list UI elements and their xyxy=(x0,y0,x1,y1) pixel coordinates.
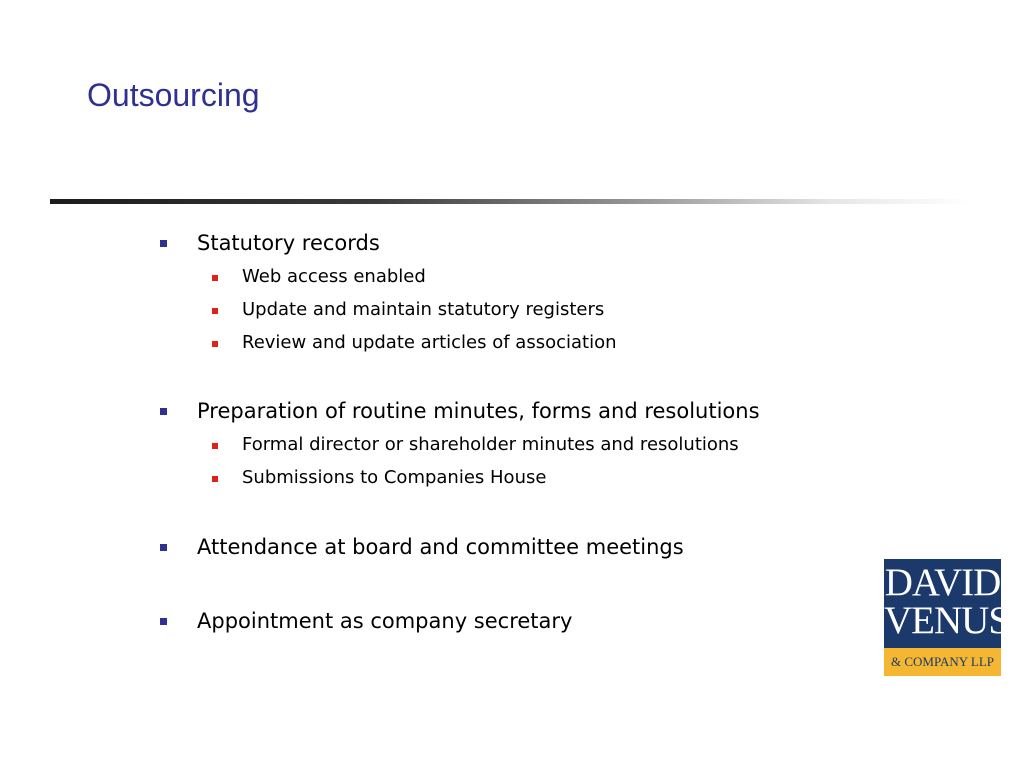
square-bullet-icon xyxy=(160,240,167,247)
logo-company-llp: & COMPANY LLP xyxy=(884,648,1001,676)
sub-bullet-item xyxy=(242,434,739,456)
square-bullet-icon xyxy=(160,408,167,415)
sub-bullet-text: Review and update articles of association xyxy=(242,332,617,353)
sub-bullet-text: Web access enabled xyxy=(242,266,426,287)
bullet-item xyxy=(197,534,684,560)
sub-bullet-item xyxy=(242,467,546,489)
bullet-text: Statutory records xyxy=(197,231,380,255)
logo-line-david: DAVID xyxy=(884,561,1001,604)
bullet-item xyxy=(197,230,380,256)
square-bullet-icon xyxy=(160,544,167,551)
sub-bullet-item xyxy=(242,332,617,354)
bullet-text: Attendance at board and committee meetings xyxy=(197,535,684,559)
bullet-item xyxy=(197,608,572,634)
sub-bullet-text: Submissions to Companies House xyxy=(242,467,547,488)
bullet-item xyxy=(197,398,760,424)
square-bullet-icon xyxy=(212,275,218,281)
sub-bullet-text: Update and maintain statutory registers xyxy=(242,299,605,320)
slide-title: Outsourcing xyxy=(87,77,260,113)
square-bullet-icon xyxy=(212,341,218,347)
sub-bullet-item xyxy=(242,266,426,288)
square-bullet-icon xyxy=(212,476,218,482)
bullet-text: Preparation of routine minutes, forms and resolutions xyxy=(197,399,760,423)
square-bullet-icon xyxy=(160,618,167,625)
logo-line-venus: VENUS xyxy=(884,599,1010,642)
sub-bullet-text: Formal director or shareholder minutes and resolutions xyxy=(242,434,739,455)
sub-bullet-item xyxy=(242,299,604,321)
square-bullet-icon xyxy=(212,308,218,314)
bullet-text: Appointment as company secretary xyxy=(197,609,573,633)
square-bullet-icon xyxy=(212,443,218,449)
logo-name-block xyxy=(884,559,1010,648)
company-logo xyxy=(884,559,1010,676)
